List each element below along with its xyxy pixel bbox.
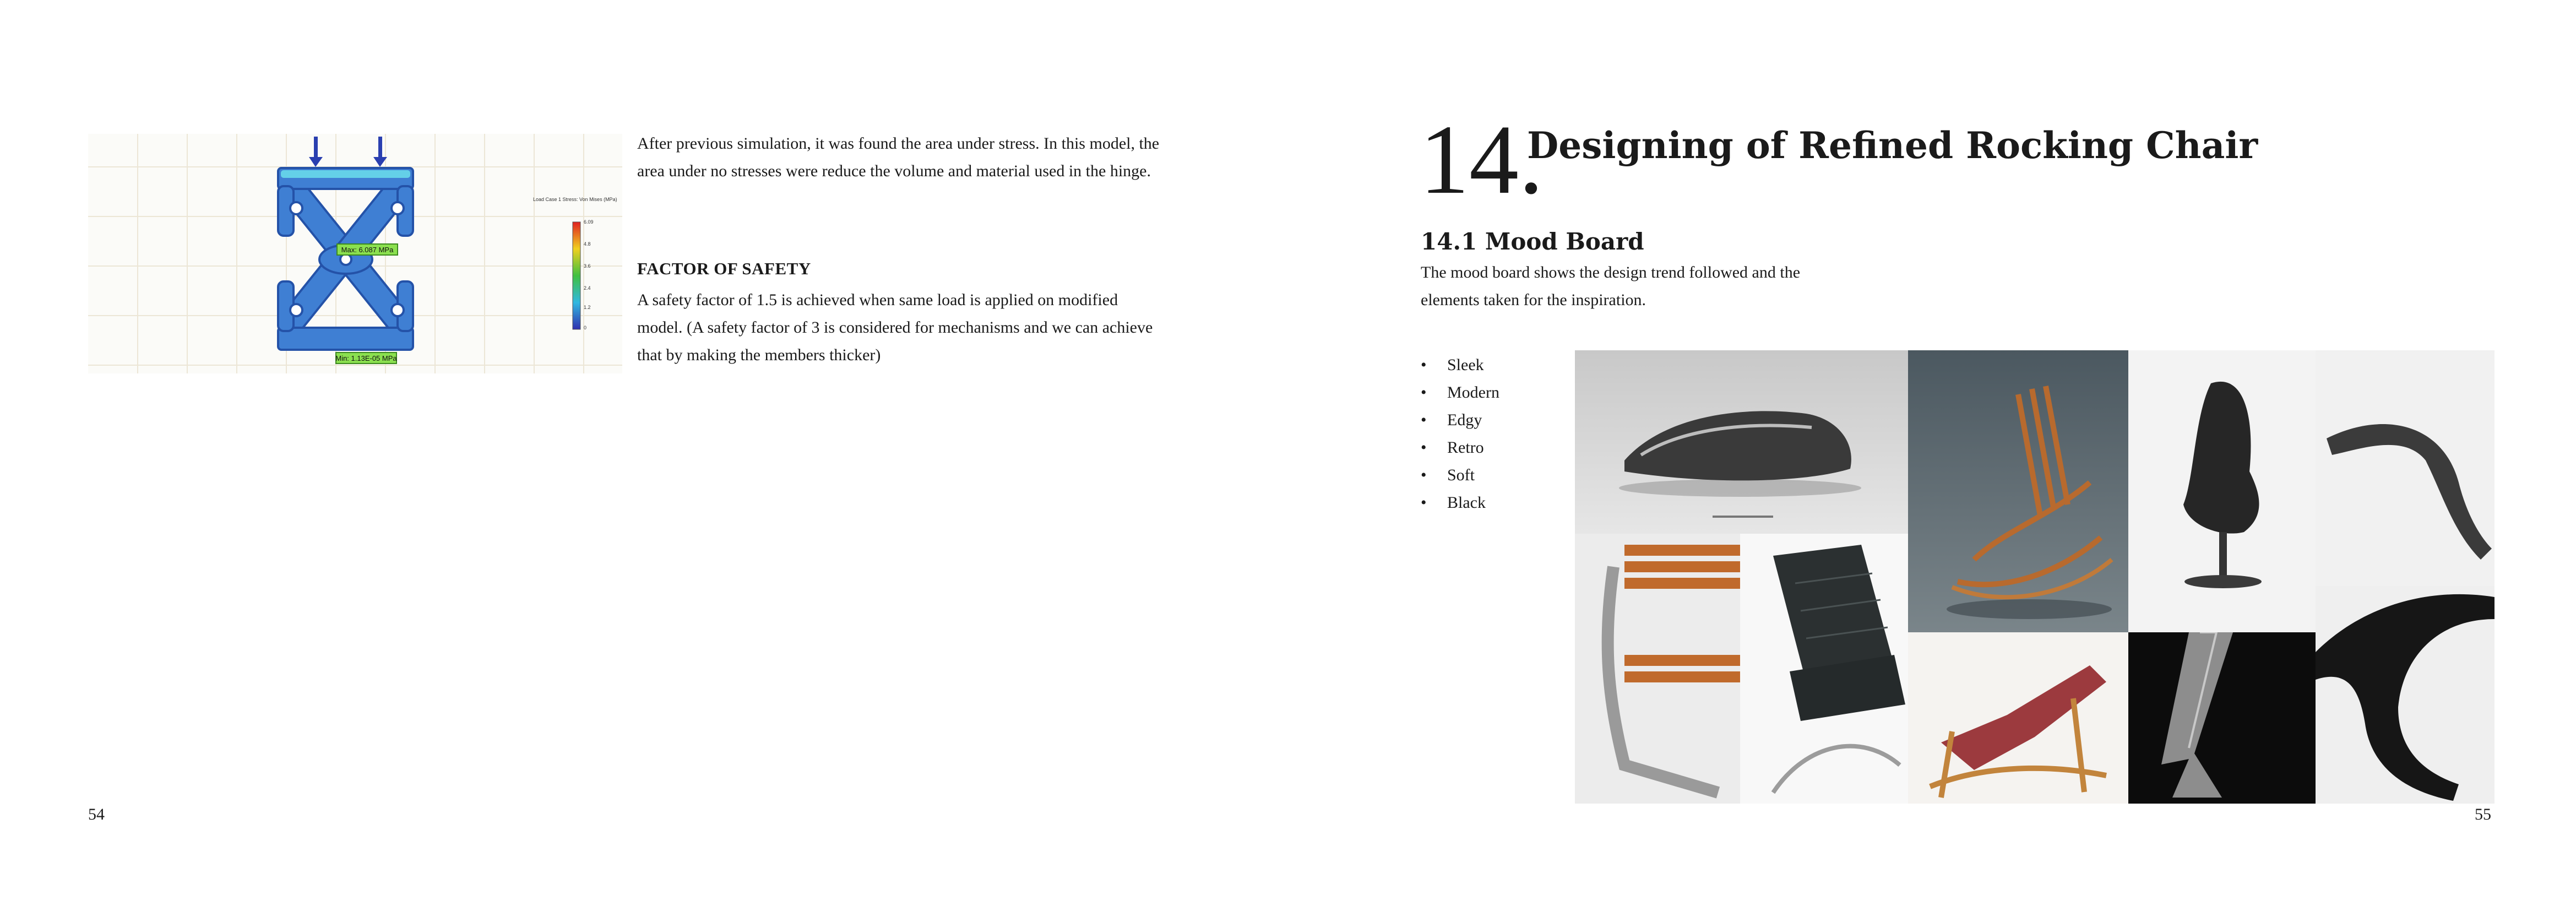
legend-value: 2.4 <box>584 285 591 291</box>
keyword-item: • Sleek <box>1421 351 1499 379</box>
keyword-item: • Retro <box>1421 434 1499 462</box>
legend-value: 0 <box>584 325 587 330</box>
mood-image-wooden-rocker <box>1908 350 2128 632</box>
factor-of-safety-paragraph: A safety factor of 1.5 is achieved when same load is applied on modified model. (A safety factor of 3 is considered for mechanisms and we can achieve that by making the members thicker) <box>637 291 1153 364</box>
stress-simulation-figure <box>88 134 622 373</box>
probe-min-label: Min: 1.13E-05 MPa <box>335 354 397 362</box>
factor-of-safety-heading: FACTOR OF SAFETY <box>637 259 811 278</box>
section-description: The mood board shows the design trend followed and the elements taken for the inspiration. <box>1421 263 1801 309</box>
probe-max-label: Max: 6.087 MPa <box>341 246 394 254</box>
keyword-item: • Edgy <box>1421 406 1499 434</box>
page-number-right: 55 <box>2475 805 2491 823</box>
mood-image-metal-detail <box>2128 632 2316 804</box>
legend-title: Load Case 1 Stress: Von Mises (MPa) <box>533 197 617 202</box>
mood-board-collage <box>1575 350 2495 804</box>
chapter-title: Designing of Refined Rocking Chair <box>1527 124 2258 167</box>
mood-keyword-list <box>1421 351 1499 517</box>
legend-value: 1.2 <box>584 305 591 310</box>
simulation-paragraph: After previous simulation, it was found the area under stress. In this model, the area under no stresses were reduce the volume and material used in the hinge. <box>637 134 1160 180</box>
mood-image-sleek-lounge <box>1575 350 1908 534</box>
mood-image-carbon-frame <box>2316 586 2495 804</box>
mood-image-carbon-curve <box>2316 350 2495 586</box>
chapter-number: 14. <box>1420 105 1544 214</box>
section-title: 14.1 Mood Board <box>1421 228 1644 255</box>
page-number-left: 54 <box>88 805 105 823</box>
mood-image-slat-chair <box>1575 534 1740 804</box>
keyword-item: • Modern <box>1421 379 1499 406</box>
mood-image-black-swivel <box>2128 350 2316 632</box>
legend-value: 4.8 <box>584 241 591 247</box>
legend-value: 3.6 <box>584 263 591 269</box>
legend-value: 6.09 <box>584 219 594 225</box>
keyword-item: • Soft <box>1421 462 1499 489</box>
mood-image-cushion-recliner <box>1908 632 2128 804</box>
keyword-item: • Black <box>1421 489 1499 517</box>
mood-image-tufted-chair <box>1740 534 1908 804</box>
